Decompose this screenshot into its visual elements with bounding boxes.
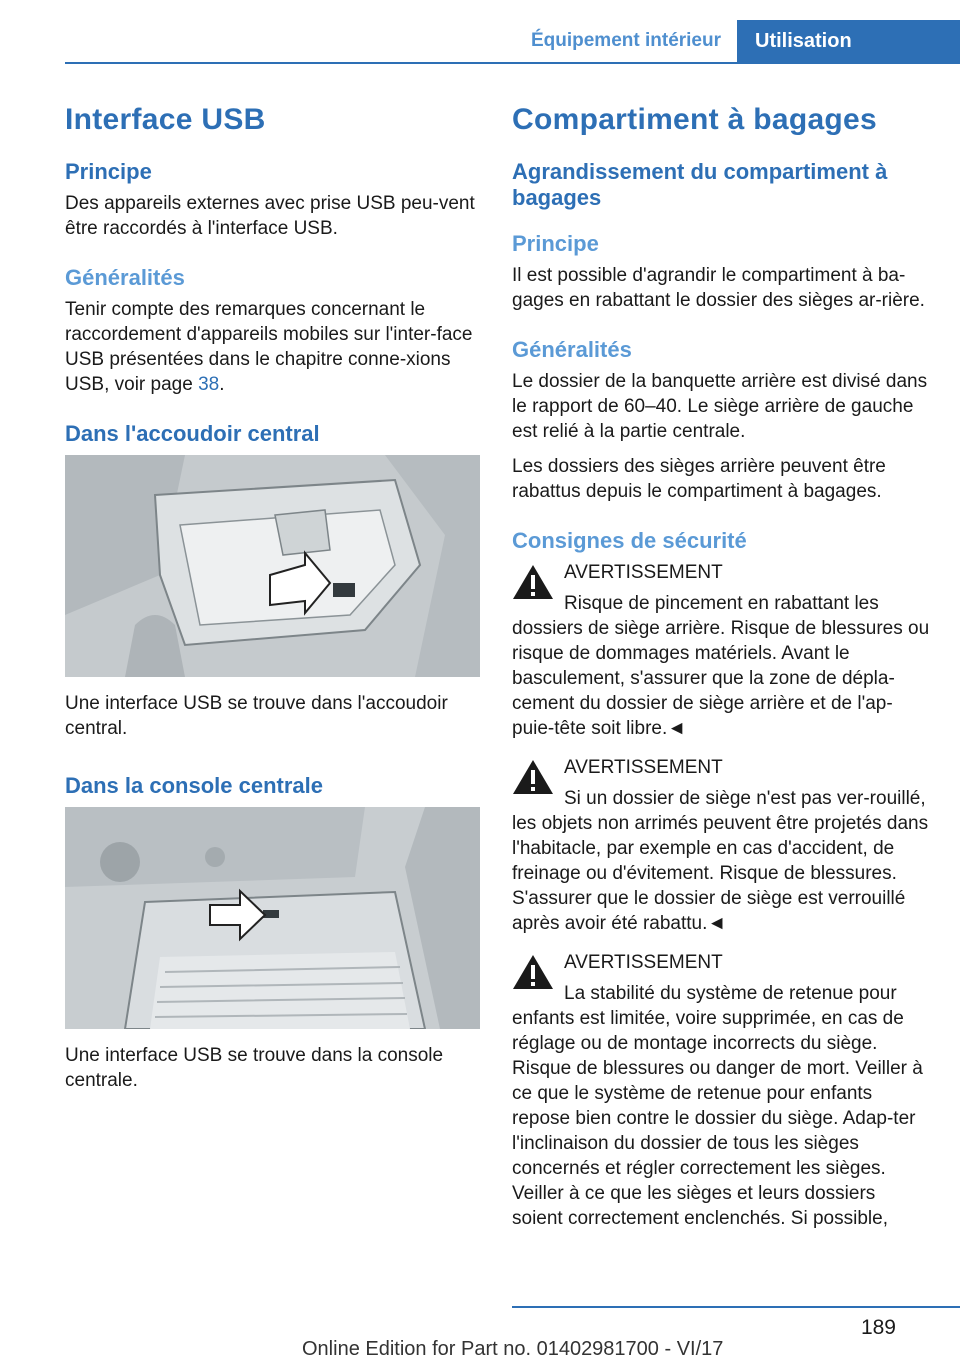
right-column (512, 95, 930, 1245)
luggage-principle-text: Il est possible d'agrandir le compartiment à ba-gages en rabattant le dossier des sièges ar-rière. (512, 265, 925, 311)
usb-general-heading: Généralités (65, 265, 185, 290)
edition-note: Online Edition for Part no. 01402981700 - VI/17 (302, 1338, 724, 1360)
left-column (65, 95, 480, 1103)
page-number: 189 (860, 1316, 896, 1339)
luggage-principle-heading: Principe (512, 231, 599, 256)
luggage-expand-subtitle: Agrandissement du compartiment à bagages (512, 159, 888, 210)
usb-general-paragraph: Tenir compte des remarques concernant le raccordement d'appareils mobiles sur l'inter-face USB présentées dans le chapitre conne-xions USB, voir page 38. (65, 299, 473, 395)
warning-title: AVERTISSEMENT (564, 562, 723, 583)
warning-text: Risque de pincement en rabattant les dossiers de siège arrière. Risque de blessures ou risque de dommages matériels. Avant le basculement, s'assurer que la zone de dépla-cement du dossier de siège arrière et de l'ap-puie-tête soit libre.◄ (512, 593, 930, 739)
armrest-usb-illustration (65, 455, 480, 677)
header-chapter-tab[interactable]: Utilisation (737, 20, 960, 62)
warning-title: AVERTISSEMENT (564, 952, 723, 973)
armrest-heading: Dans l'accoudoir central (65, 421, 320, 446)
warning-text: La stabilité du système de retenue pour enfants est limitée, voire supprimée, en cas de réglage ou de montage incorrects du siège. Risque de blessures ou danger de mort. Veiller à ce que le système de retenue pour enfants repose bien contre le dossier du siège. Adap-ter l'inclinaison du dossier de tous les sièges concernés et régler correctement les sièges. Veiller à ce que les sièges et leurs dossiers soient correctement enclenchés. Si possible, (512, 983, 923, 1229)
armrest-caption: Une interface USB se trouve dans l'accoudoir central. (65, 693, 448, 739)
page-38-link[interactable]: 38 (198, 374, 220, 395)
usb-general-text: Tenir compte des remarques concernant le raccordement d'appareils mobiles sur l'inter-face USB présentées dans le chapitre conne-xions USB, voir page (65, 299, 473, 395)
safety-heading: Consignes de sécurité (512, 528, 747, 553)
warning-block (512, 755, 930, 936)
usb-interface-title: Interface USB (65, 103, 266, 136)
header-section-title: Équipement intérieur (530, 30, 721, 51)
warning-block (512, 560, 930, 741)
warning-triangle-icon (512, 954, 554, 990)
luggage-general-text-1: Le dossier de la banquette arrière est divisé dans le rapport de 60–40. Le siège arrière de gauche est relié à la partie centrale. (512, 371, 928, 442)
console-caption: Une interface USB se trouve dans la console centrale. (65, 1045, 444, 1091)
console-usb-illustration (65, 807, 480, 1029)
footer-rule (512, 1306, 960, 1308)
warning-block (512, 950, 930, 1231)
usb-principle-text: Des appareils externes avec prise USB peu-vent être raccordés à l'interface USB. (65, 193, 475, 239)
usb-principle-heading: Principe (65, 159, 152, 184)
luggage-compartment-title: Compartiment à bagages (512, 103, 878, 136)
luggage-general-heading: Généralités (512, 337, 632, 362)
warning-title: AVERTISSEMENT (564, 757, 723, 778)
console-heading: Dans la console centrale (65, 773, 323, 798)
warning-text: Si un dossier de siège n'est pas ver-rouillé, les objets non arrimés peuvent être projetés dans l'habitacle, par exemple en cas d'accident, de freinage ou d'évitement. Risque de blessures. S'assurer que le dossier de siège est verrouillé après avoir été rabattu.◄ (512, 788, 929, 934)
warning-triangle-icon (512, 564, 554, 600)
header-rule (65, 62, 960, 64)
luggage-general-text-2: Les dossiers des sièges arrière peuvent être rabattus depuis le compartiment à bagages. (512, 456, 886, 502)
warning-triangle-icon (512, 759, 554, 795)
